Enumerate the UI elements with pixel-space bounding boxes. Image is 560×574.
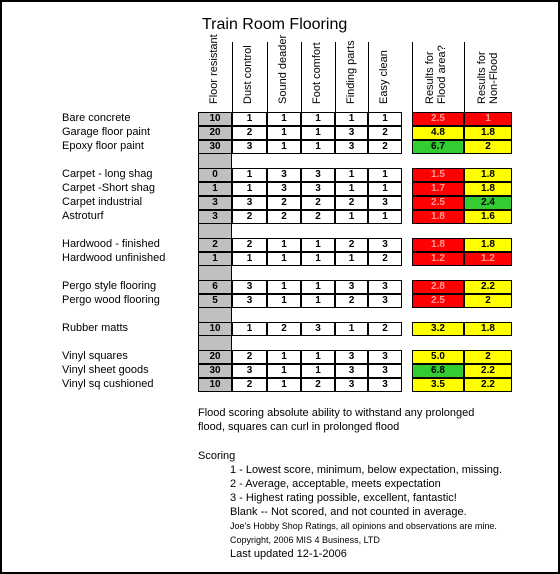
flood-result-cell: 2.8 xyxy=(412,280,464,294)
rating-cell: 3 xyxy=(368,350,402,364)
row-label: Carpet - long shag xyxy=(62,168,153,180)
rating-cell: 1 xyxy=(198,252,232,266)
flood-result-cell: 4.8 xyxy=(412,126,464,140)
flood-note-line2: flood, squares can curl in prolonged flood xyxy=(198,421,400,433)
rating-cell: 1 xyxy=(232,322,267,336)
nonflood-result-cell: 1 xyxy=(464,112,512,126)
rating-cell: 2 xyxy=(267,210,301,224)
rating-cell: 3 xyxy=(301,168,335,182)
column-header: Finding parts xyxy=(345,40,357,104)
rating-cell: 3 xyxy=(368,294,402,308)
rating-cell: 1 xyxy=(335,210,368,224)
nonflood-result-cell: 2.2 xyxy=(464,364,512,378)
header-divider xyxy=(368,42,369,112)
rating-cell: 1 xyxy=(232,168,267,182)
rating-cell: 3 xyxy=(301,182,335,196)
rating-cell: 3 xyxy=(335,140,368,154)
rating-cell: 5 xyxy=(198,294,232,308)
row-label: Astroturf xyxy=(62,210,104,222)
rating-cell: 1 xyxy=(267,280,301,294)
row-label: Pergo wood flooring xyxy=(62,294,160,306)
rating-cell: 1 xyxy=(267,364,301,378)
flood-result-cell: 2.5 xyxy=(412,112,464,126)
column-header: Results for Flood area? xyxy=(424,45,448,104)
rating-cell: 2 xyxy=(232,350,267,364)
header-divider xyxy=(412,42,413,112)
rating-cell: 2 xyxy=(368,252,402,266)
flood-result-cell: 6.7 xyxy=(412,140,464,154)
rating-cell: 1 xyxy=(368,182,402,196)
column-header: Easy clean xyxy=(378,50,390,104)
row-label: Hardwood - finished xyxy=(62,238,160,250)
rating-cell: 1 xyxy=(335,322,368,336)
row-label: Epoxy floor paint xyxy=(62,140,144,152)
rating-cell: 3 xyxy=(232,196,267,210)
column-header: Floor resistant xyxy=(208,34,220,104)
header-divider xyxy=(301,42,302,112)
flood-result-cell: 5.0 xyxy=(412,350,464,364)
rating-cell: 0 xyxy=(198,168,232,182)
copyright-text: Copyright, 2006 MIS 4 Business, LTD xyxy=(230,535,380,545)
nonflood-result-cell: 2 xyxy=(464,350,512,364)
nonflood-result-cell: 1.8 xyxy=(464,126,512,140)
rating-cell: 2 xyxy=(232,378,267,392)
rating-cell: 3 xyxy=(267,182,301,196)
rating-cell: 20 xyxy=(198,126,232,140)
row-label: Hardwood unfinished xyxy=(62,252,166,264)
rating-cell: 1 xyxy=(301,126,335,140)
rating-cell: 3 xyxy=(198,196,232,210)
rating-cell: 1 xyxy=(368,210,402,224)
flood-note-line1: Flood scoring absolute ability to withstand any prolonged xyxy=(198,407,475,419)
column-header: Dust control xyxy=(242,45,254,104)
scoring-level-1: 1 - Lowest score, minimum, below expectation, missing. xyxy=(230,464,503,476)
rating-cell: 1 xyxy=(335,182,368,196)
scoring-level-2: 2 - Average, acceptable, meets expectation xyxy=(230,478,441,490)
rating-cell: 3 xyxy=(232,364,267,378)
header-divider xyxy=(232,42,233,112)
rating-cell: 2 xyxy=(267,322,301,336)
rating-cell: 3 xyxy=(368,196,402,210)
rating-cell: 1 xyxy=(301,140,335,154)
rating-cell: 3 xyxy=(335,364,368,378)
rating-cell: 1 xyxy=(335,168,368,182)
nonflood-result-cell: 2.2 xyxy=(464,280,512,294)
row-label: Vinyl squares xyxy=(62,350,128,362)
column-header: Results for Non-Flood xyxy=(476,51,500,104)
rating-cell: 1 xyxy=(335,112,368,126)
row-label: Rubber matts xyxy=(62,322,129,334)
rating-cell: 3 xyxy=(368,364,402,378)
nonflood-result-cell: 2.2 xyxy=(464,378,512,392)
rating-cell: 1 xyxy=(232,252,267,266)
row-label: Carpet -Short shag xyxy=(62,182,155,194)
rating-cell: 1 xyxy=(267,294,301,308)
rating-cell: 2 xyxy=(267,196,301,210)
rating-cell: 6 xyxy=(198,280,232,294)
row-label: Bare concrete xyxy=(62,112,131,124)
rating-cell: 1 xyxy=(232,182,267,196)
rating-cell: 1 xyxy=(368,168,402,182)
rating-cell: 3 xyxy=(232,280,267,294)
rating-cell: 30 xyxy=(198,140,232,154)
rating-cell: 2 xyxy=(301,210,335,224)
rating-cell: 2 xyxy=(368,322,402,336)
row-label: Carpet industrial xyxy=(62,196,143,208)
rating-cell: 10 xyxy=(198,322,232,336)
column-header: Foot comfort xyxy=(311,42,323,104)
nonflood-result-cell: 2.4 xyxy=(464,196,512,210)
nonflood-result-cell: 1.6 xyxy=(464,210,512,224)
rating-cell: 2 xyxy=(301,196,335,210)
flood-result-cell: 2.5 xyxy=(412,294,464,308)
rating-cell: 1 xyxy=(267,252,301,266)
rating-cell: 1 xyxy=(301,238,335,252)
rating-cell: 3 xyxy=(368,280,402,294)
rating-cell: 1 xyxy=(267,140,301,154)
last-updated: Last updated 12-1-2006 xyxy=(230,548,347,560)
row-label: Pergo style flooring xyxy=(62,280,157,292)
nonflood-result-cell: 2 xyxy=(464,140,512,154)
rating-cell: 1 xyxy=(301,280,335,294)
header-divider xyxy=(464,42,465,112)
flood-result-cell: 3.2 xyxy=(412,322,464,336)
flood-result-cell: 2.5 xyxy=(412,196,464,210)
rating-cell: 3 xyxy=(198,210,232,224)
rating-cell: 3 xyxy=(368,378,402,392)
scoring-level-3: 3 - Highest rating possible, excellent, fantastic! xyxy=(230,492,457,504)
flood-result-cell: 6.8 xyxy=(412,364,464,378)
scoring-blank: Blank -- Not scored, and not counted in average. xyxy=(230,506,467,518)
rating-cell: 1 xyxy=(301,294,335,308)
flood-result-cell: 1.7 xyxy=(412,182,464,196)
rating-cell: 2 xyxy=(198,238,232,252)
rating-cell: 1 xyxy=(368,112,402,126)
rating-cell: 10 xyxy=(198,112,232,126)
header-divider xyxy=(335,42,336,112)
nonflood-result-cell: 1.8 xyxy=(464,168,512,182)
rating-cell: 2 xyxy=(232,210,267,224)
rating-cell: 2 xyxy=(301,378,335,392)
rating-cell: 3 xyxy=(335,280,368,294)
rating-cell: 1 xyxy=(267,378,301,392)
scoring-title: Scoring xyxy=(198,450,236,462)
nonflood-result-cell: 1.8 xyxy=(464,238,512,252)
flood-result-cell: 3.5 xyxy=(412,378,464,392)
rating-cell: 3 xyxy=(335,350,368,364)
chart-title: Train Room Flooring xyxy=(202,16,348,33)
nonflood-result-cell: 1.8 xyxy=(464,182,512,196)
rating-cell: 1 xyxy=(301,252,335,266)
rating-cell: 1 xyxy=(232,112,267,126)
rating-cell: 3 xyxy=(335,126,368,140)
nonflood-result-cell: 1.8 xyxy=(464,322,512,336)
rating-cell: 20 xyxy=(198,350,232,364)
rating-cell: 1 xyxy=(198,182,232,196)
rating-cell: 2 xyxy=(368,126,402,140)
rating-cell: 2 xyxy=(335,294,368,308)
rating-cell: 1 xyxy=(267,126,301,140)
ratings-disclaimer: Joe's Hobby Shop Ratings, all opinions and observations are mine. xyxy=(230,521,497,531)
rating-cell: 1 xyxy=(267,350,301,364)
rating-cell: 1 xyxy=(301,364,335,378)
rating-cell: 3 xyxy=(368,238,402,252)
nonflood-result-cell: 2 xyxy=(464,294,512,308)
row-label: Vinyl sheet goods xyxy=(62,364,149,376)
rating-cell: 1 xyxy=(301,350,335,364)
rating-cell: 3 xyxy=(301,322,335,336)
rating-cell: 3 xyxy=(335,378,368,392)
flood-result-cell: 1.5 xyxy=(412,168,464,182)
row-label: Vinyl sq cushioned xyxy=(62,378,154,390)
rating-cell: 1 xyxy=(335,252,368,266)
rating-cell: 10 xyxy=(198,378,232,392)
rating-cell: 2 xyxy=(335,196,368,210)
rating-cell: 1 xyxy=(301,112,335,126)
rating-cell: 3 xyxy=(232,294,267,308)
rating-cell: 2 xyxy=(232,238,267,252)
rating-cell: 1 xyxy=(267,238,301,252)
rating-cell: 1 xyxy=(267,112,301,126)
rating-cell: 3 xyxy=(267,168,301,182)
rating-cell: 30 xyxy=(198,364,232,378)
rating-cell: 2 xyxy=(335,238,368,252)
rating-cell: 2 xyxy=(232,126,267,140)
rating-cell: 3 xyxy=(232,140,267,154)
nonflood-result-cell: 1.2 xyxy=(464,252,512,266)
flood-result-cell: 1.8 xyxy=(412,210,464,224)
header-divider xyxy=(267,42,268,112)
flood-result-cell: 1.2 xyxy=(412,252,464,266)
column-header: Sound deader xyxy=(277,34,289,104)
rating-cell: 2 xyxy=(368,140,402,154)
row-label: Garage floor paint xyxy=(62,126,151,138)
flood-result-cell: 1.8 xyxy=(412,238,464,252)
